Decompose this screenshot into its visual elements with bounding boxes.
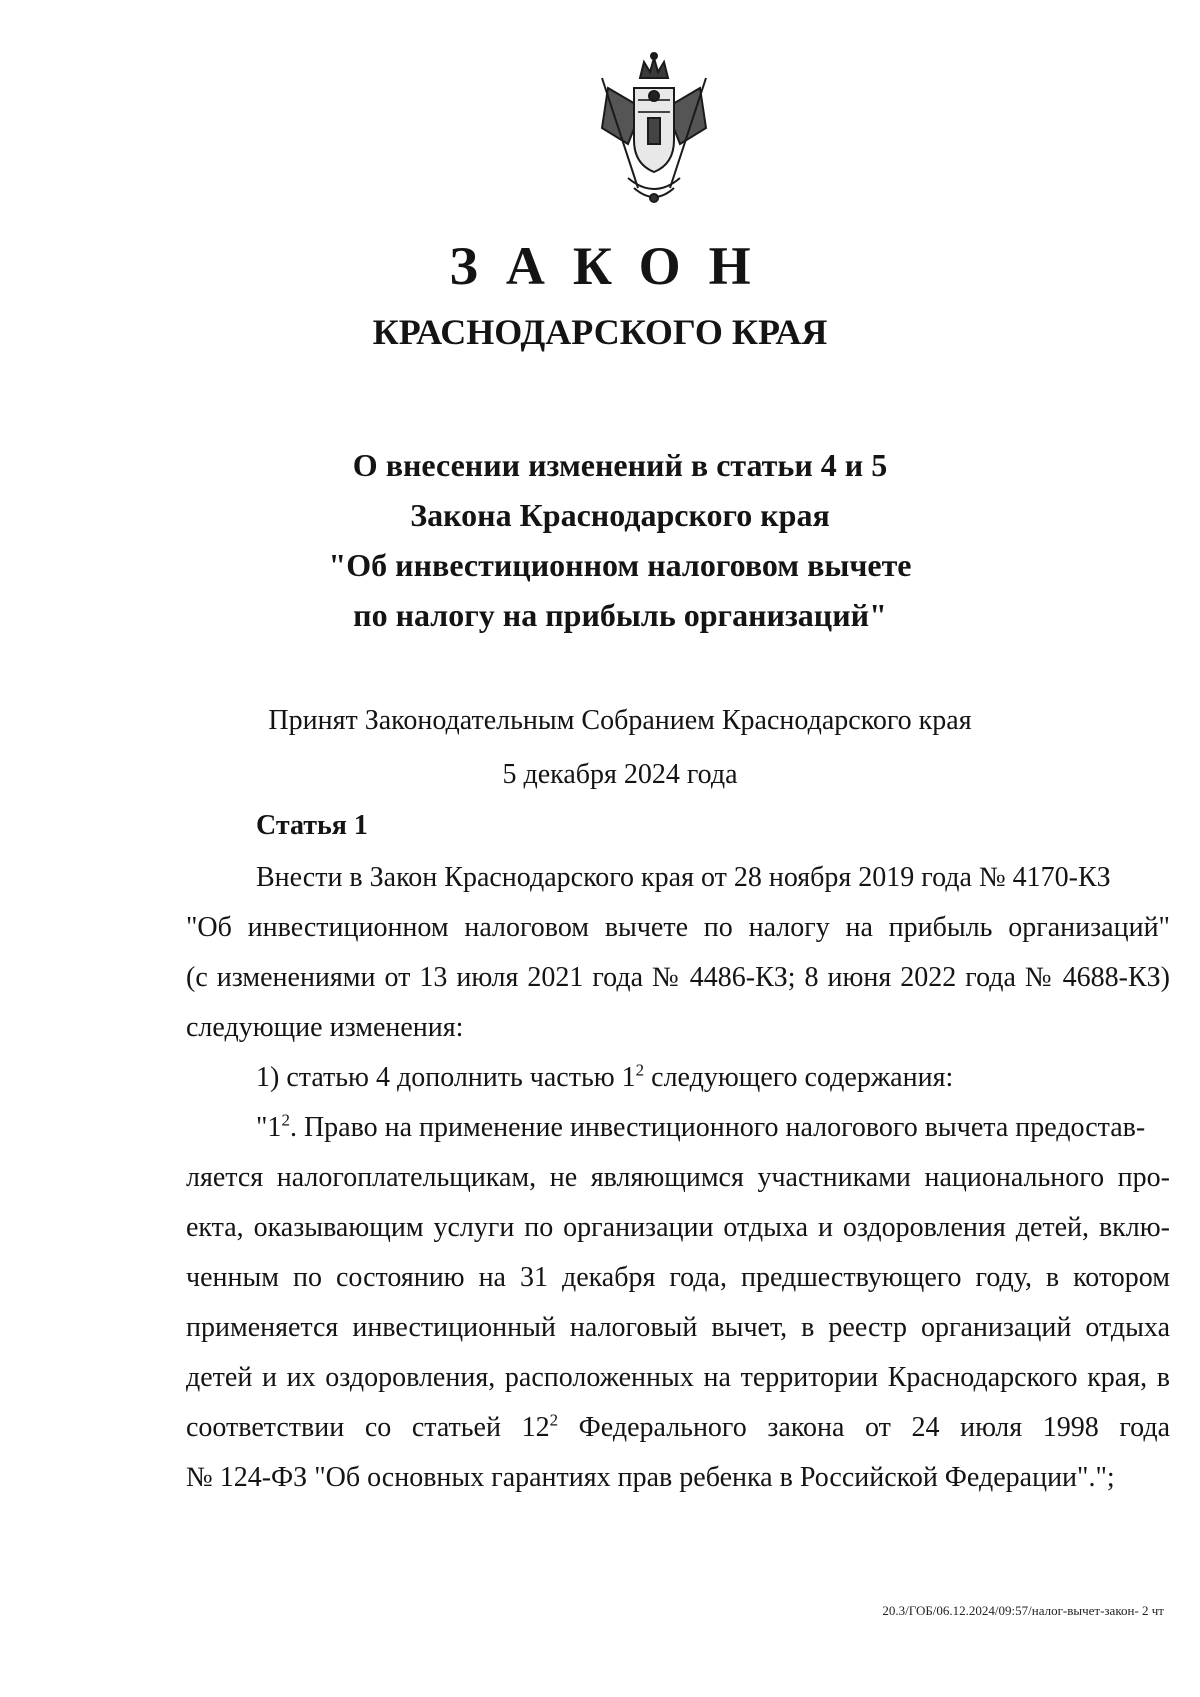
article-title: Статья 1 (256, 810, 368, 841)
amendment-item-text: 1) статью 4 дополнить частью 1 (256, 1062, 636, 1093)
superscript: 2 (281, 1110, 290, 1130)
superscript: 2 (635, 1060, 645, 1080)
article-intro-line: "Об инвестиционном налоговом вычете по налогу на прибыль организаций" (186, 912, 1170, 943)
quote-line: ченным по состоянию на 31 декабря года, предшествующего году, в котором (186, 1262, 1170, 1293)
quote-last-line: № 124-ФЗ "Об основных гарантиях прав ребенка в Российской Федерации"."; (186, 1462, 1115, 1493)
superscript: 2 (549, 1410, 559, 1430)
article-intro-line: следующие изменения: (186, 1012, 464, 1043)
quote-line-with-sup (186, 1408, 1170, 1448)
adoption-date: 5 декабря 2024 года (502, 759, 738, 790)
quote-line: детей и их оздоровления, расположенных на территории Краснодарского края, в (186, 1362, 1170, 1393)
quote-line: ляется налогоплательщикам, не являющимся участниками национального про- (186, 1162, 1170, 1193)
heading-line: по налогу на прибыль организаций" (353, 597, 887, 633)
coat-of-arms-icon (598, 48, 710, 208)
article-intro-line: Внести в Закон Краснодарского края от 28 ноября 2019 года № 4170-КЗ (256, 862, 1111, 893)
amendment-item (256, 1058, 1170, 1098)
adoption-body: Принят Законодательным Собранием Краснодарского края (268, 705, 972, 736)
quote-first-line (256, 1108, 1170, 1148)
amendment-item-suffix: следующего содержания: (644, 1062, 954, 1093)
quote-line: применяется инвестиционный налоговый вычет, в реестр организаций отдыха (186, 1312, 1170, 1343)
quote-line-start: соответствии со статьей 12 (186, 1412, 550, 1443)
document-type-title: ЗАКОН (449, 236, 779, 296)
region-title: КРАСНОДАРСКОГО КРАЯ (372, 312, 828, 352)
quote-line: екта, оказывающим услуги по организации отдыха и оздоровления детей, вклю- (186, 1212, 1170, 1243)
quote-line-end: Федерального закона от 24 июля 1998 года (558, 1412, 1171, 1443)
heading-line: Закона Краснодарского края (410, 497, 830, 533)
quote-first-rest: . Право на применение инвестиционного налогового вычета предостав- (289, 1112, 1146, 1143)
document-footer-code: 20.3/ГОБ/06.12.2024/09:57/налог-вычет-закон- 2 чт (882, 1603, 1164, 1618)
adoption-note (220, 694, 1020, 802)
law-heading (220, 440, 1020, 640)
heading-line: "Об инвестиционном налоговом вычете (328, 547, 912, 583)
article-intro-line: (с изменениями от 13 июля 2021 года № 4486-КЗ; 8 июня 2022 года № 4688-КЗ) (186, 962, 1170, 993)
quote-open: "1 (256, 1112, 282, 1143)
heading-line: О внесении изменений в статьи 4 и 5 (352, 447, 888, 483)
